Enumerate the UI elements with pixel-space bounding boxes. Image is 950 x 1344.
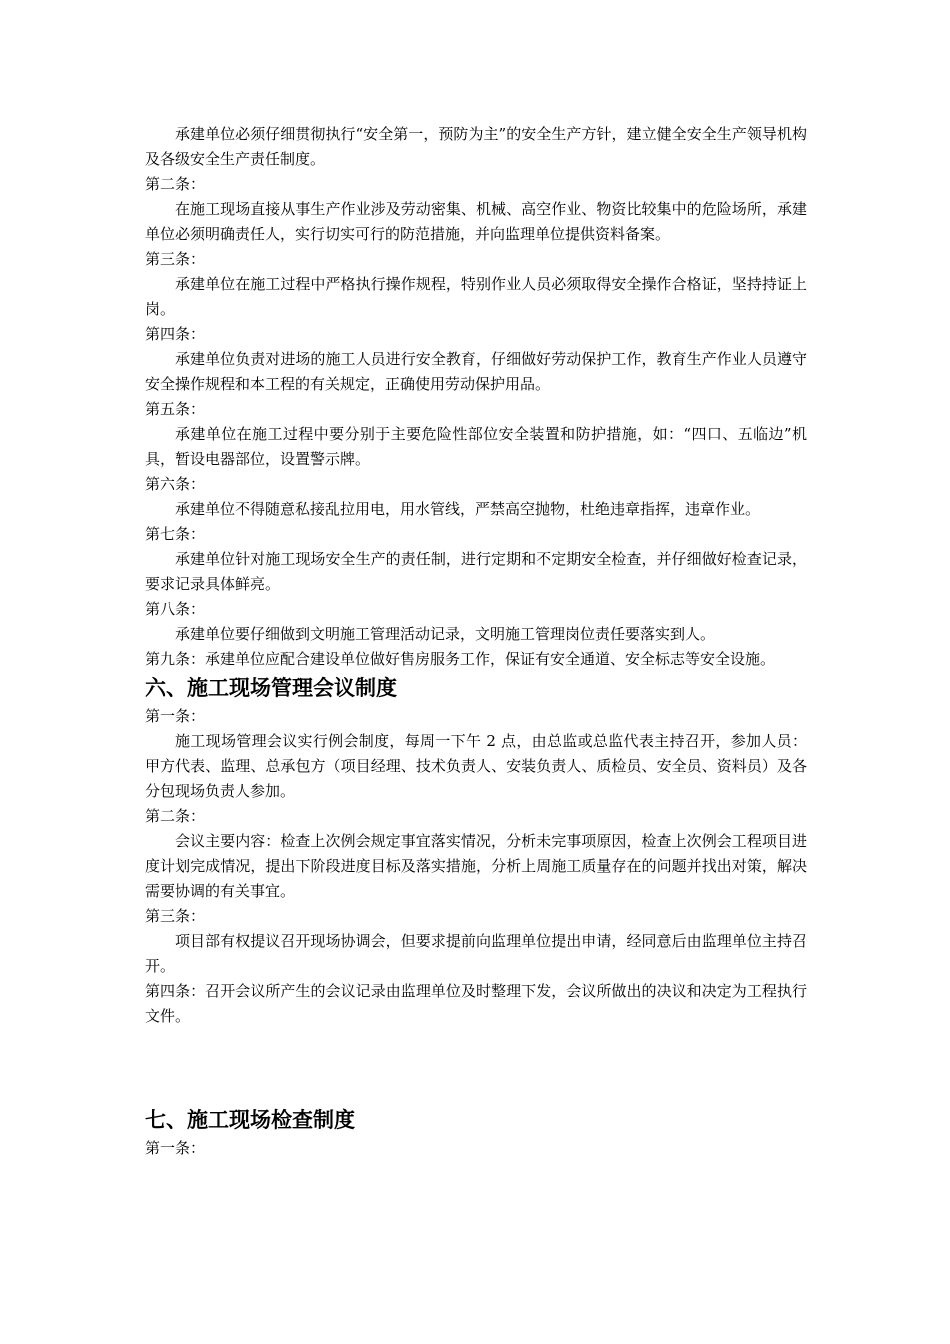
article-paragraph: 承建单位针对施工现场安全生产的责任制，进行定期和不定期安全检查，并仔细做好检查记录，要求记录具体鲜亮。 — [145, 550, 807, 593]
article-label: 第一条： — [145, 707, 206, 725]
article-label: 第二条： — [145, 175, 206, 193]
article-label: 第七条： — [145, 525, 206, 543]
article-paragraph: 在施工现场直接从事生产作业涉及劳动密集、机械、高空作业、物资比较集中的危险场所，承建单位必须明确责任人，实行切实可行的防范措施，并向监理单位提供资料备案。 — [145, 200, 807, 243]
article-paragraph: 承建单位不得随意私接乱拉用电，用水管线，严禁高空抛物，杜绝违章指挥，违章作业。 — [175, 500, 761, 518]
article-paragraph: 第九条：承建单位应配合建设单位做好售房服务工作，保证有安全通道、安全标志等安全设施。 — [145, 650, 776, 668]
article-paragraph: 承建单位在施工过程中严格执行操作规程，特别作业人员必须取得安全操作合格证，坚持持证上岗。 — [145, 275, 807, 318]
article-label: 第四条： — [145, 325, 206, 343]
article-paragraph: 第四条：召开会议所产生的会议记录由监理单位及时整理下发，会议所做出的决议和决定为工程执行文件。 — [145, 982, 807, 1025]
article-paragraph: 会议主要内容：检查上次例会规定事宜落实情况，分析未完事项原因，检查上次例会工程项目进度计划完成情况，提出下阶段进度目标及落实措施，分析上周施工质量存在的问题并找出对策，解决需要协调的有关事宜。 — [145, 832, 807, 900]
article-label: 第一条： — [145, 1139, 206, 1157]
article-paragraph: 承建单位在施工过程中要分别于主要危险性部位安全装置和防护措施，如：“四口、五临边”机具，暂设电器部位，设置警示牌。 — [145, 425, 807, 468]
blank-space — [145, 1029, 807, 1104]
article-label: 第三条： — [145, 250, 206, 268]
article-label: 第六条： — [145, 475, 206, 493]
article-label: 第二条： — [145, 807, 206, 825]
section-heading: 七、施工现场检查制度 — [145, 1107, 355, 1132]
article-paragraph: 施工现场管理会议实行例会制度，每周一下午 2 点，由总监或总监代表主持召开，参加人员：甲方代表、监理、总承包方（项目经理、技术负责人、安装负责人、质检员、安全员、资料员）及各分包现场负责人参加。 — [145, 732, 807, 800]
section-heading: 六、施工现场管理会议制度 — [145, 675, 397, 700]
document-page — [145, 122, 807, 1161]
article-paragraph: 承建单位必须仔细贯彻执行“安全第一，预防为主”的安全生产方针，建立健全安全生产领导机构及各级安全生产责任制度。 — [145, 125, 807, 168]
article-paragraph: 承建单位要仔细做到文明施工管理活动记录，文明施工管理岗位责任要落实到人。 — [175, 625, 716, 643]
article-paragraph: 承建单位负责对进场的施工人员进行安全教育，仔细做好劳动保护工作，教育生产作业人员遵守安全操作规程和本工程的有关规定，正确使用劳动保护用品。 — [145, 350, 807, 393]
article-label: 第五条： — [145, 400, 206, 418]
article-paragraph: 项目部有权提议召开现场协调会，但要求提前向监理单位提出申请，经同意后由监理单位主持召开。 — [145, 932, 807, 975]
article-label: 第三条： — [145, 907, 206, 925]
article-label: 第八条： — [145, 600, 206, 618]
